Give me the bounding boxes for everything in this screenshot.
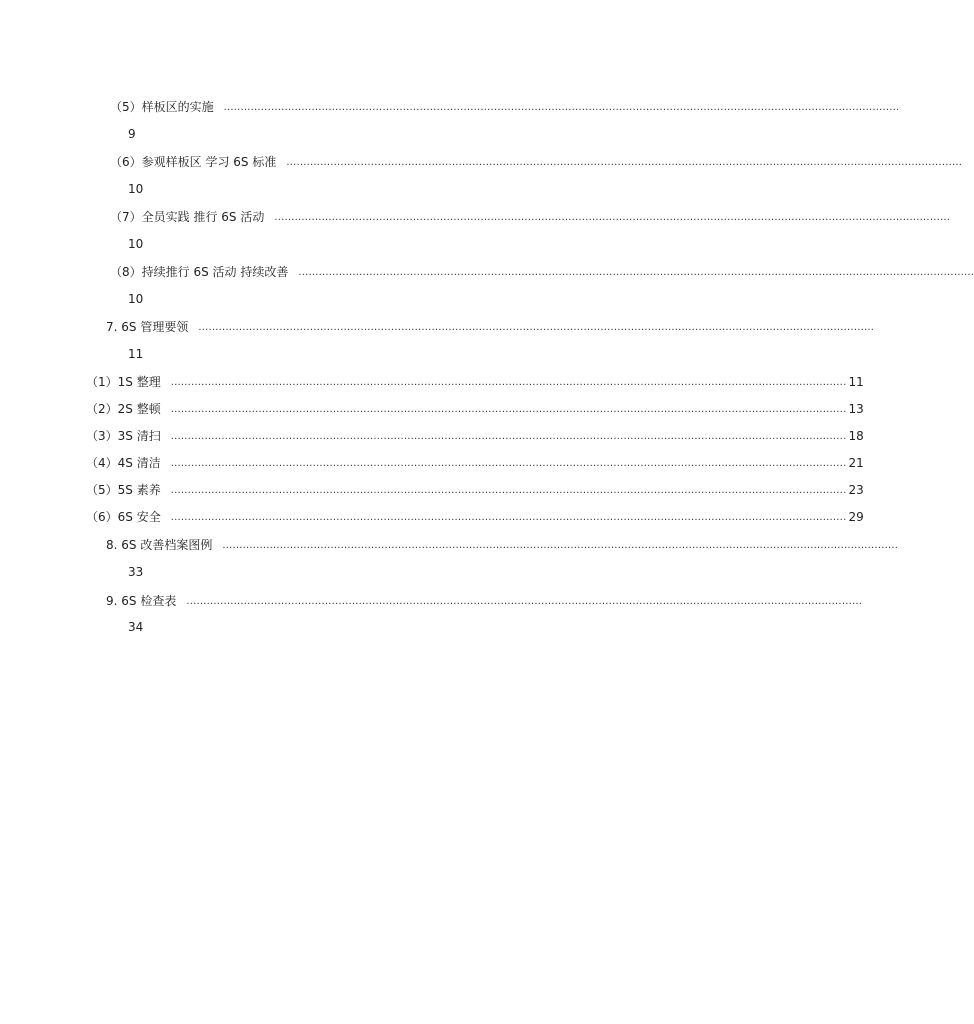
toc-leader-dots: ........................................................................................................................................................................................................: [170, 377, 847, 388]
toc-entry-page: 23: [848, 483, 864, 497]
toc-leader-dots: ........................................................................................................................................................................................................: [170, 431, 847, 442]
toc-leader-dots: ........................................................................................................................................................................................................: [170, 458, 847, 469]
toc-entry-label: （5）样板区的实施: [110, 100, 214, 114]
toc-leader-dots: ........................................................................................................................................................................................................: [223, 102, 900, 113]
toc-leader-dots: ........................................................................................................................................................................................................: [170, 485, 847, 496]
toc-entry-page: 10: [128, 182, 144, 196]
toc-entry[interactable]: [86, 508, 864, 524]
toc-entry[interactable]: [86, 427, 864, 443]
toc-entry-label: （3）3S 清扫: [86, 429, 161, 443]
toc-entry-page: 29: [848, 510, 864, 524]
toc-entry-label: （1）1S 整理: [86, 375, 161, 389]
toc-entry-page: 21: [848, 456, 864, 470]
toc-leader-dots: ........................................................................................................................................................................................................: [198, 322, 875, 333]
toc-leader-dots: ........................................................................................................................................................................................................: [222, 540, 899, 551]
toc-entry-page: 9: [128, 127, 136, 141]
toc-entry-label: （4）4S 清洁: [86, 456, 161, 470]
toc-entry[interactable]: [106, 536, 899, 552]
toc-entry-label: （2）2S 整顿: [86, 402, 161, 416]
toc-leader-dots: ........................................................................................................................................................................................................: [186, 596, 863, 607]
toc-leader-dots: ........................................................................................................................................................................................................: [170, 404, 847, 415]
toc-entry[interactable]: [110, 153, 963, 169]
toc-leader-dots: ........................................................................................................................................................................................................: [170, 512, 847, 523]
toc-entry[interactable]: [110, 263, 974, 279]
toc-entry[interactable]: [86, 454, 864, 470]
toc-entry[interactable]: [110, 98, 900, 114]
toc-entry-label: （6）参观样板区 学习 6S 标准: [110, 155, 277, 169]
toc-entry-page: 34: [128, 620, 144, 634]
toc-entry-label: 7. 6S 管理要领: [106, 320, 189, 334]
toc-entry[interactable]: [86, 400, 864, 416]
toc-leader-dots: ........................................................................................................................................................................................................: [274, 212, 951, 223]
toc-entry-page: 11: [128, 347, 144, 361]
toc-entry-label: 9. 6S 检查表: [106, 594, 177, 608]
toc-entry-page: 33: [128, 565, 144, 579]
toc-entry[interactable]: [106, 318, 875, 334]
toc-leader-dots: ........................................................................................................................................................................................................: [286, 157, 963, 168]
toc-entry[interactable]: [86, 481, 864, 497]
toc-entry[interactable]: [106, 592, 863, 608]
toc-entry-page: 10: [128, 292, 144, 306]
toc-entry[interactable]: [110, 208, 951, 224]
toc-entry-label: （7）全员实践 推行 6S 活动: [110, 210, 265, 224]
toc-entry[interactable]: [86, 373, 864, 389]
toc-entry-label: （8）持续推行 6S 活动 持续改善: [110, 265, 289, 279]
toc-entry-page: 11: [848, 375, 864, 389]
toc-entry-label: （6）6S 安全: [86, 510, 161, 524]
toc-entry-page: 13: [848, 402, 864, 416]
toc-entry-page: 18: [848, 429, 864, 443]
toc-entry-page: 10: [128, 237, 144, 251]
toc-entry-label: 8. 6S 改善档案图例: [106, 538, 213, 552]
toc-leader-dots: ........................................................................................................................................................................................................: [298, 267, 974, 278]
toc-entry-label: （5）5S 素养: [86, 483, 161, 497]
